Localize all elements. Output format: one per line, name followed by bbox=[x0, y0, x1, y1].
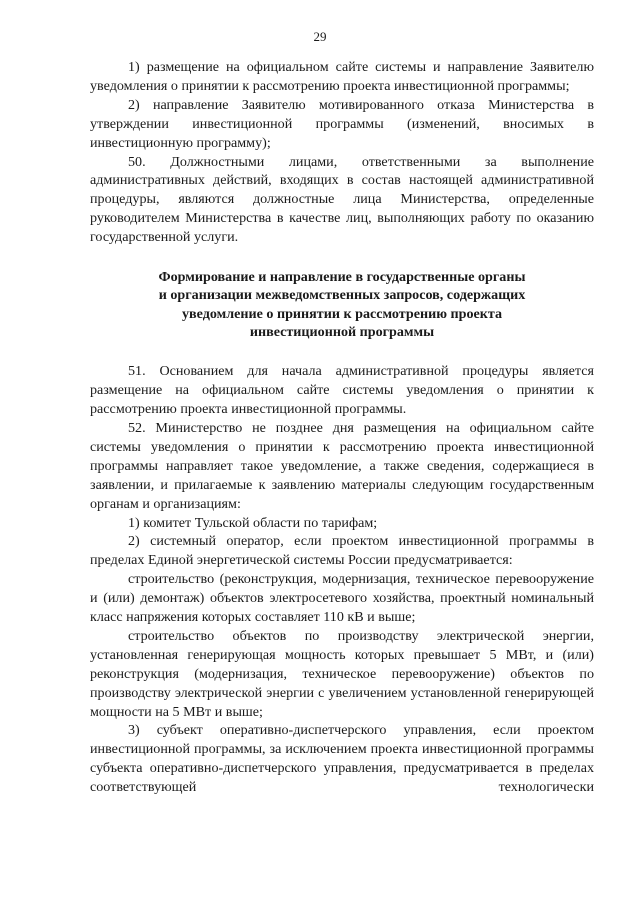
paragraph-generation-construction: строительство объектов по производству электрической энергии, установленная генерирующая мощность которых превышает 5 МВт, и (или) реконструкция (модернизация, техническое перевооружение) объектов по производству электрической энергии с увеличением установленной генерирующей мощности на 5 МВт и выше; bbox=[90, 627, 594, 720]
paragraph-50: 50. Должностными лицами, ответственными за выполнение административных действий, входящих в состав настоящей административной процедуры, являются должностные лица Министерства, определенные руководителем Министерства в качестве лиц, выполняющих работу по оказанию государственной услуги. bbox=[90, 153, 594, 246]
section-heading-line: Формирование и направление в государственные органы bbox=[158, 269, 526, 286]
list-item-dispatch-subject: 3) субъект оперативно-диспетчерского управления, если проектом инвестиционной программы, за исключением проекта инвестиционной программы субъекта оперативно-диспетчерского управления, предусматривается в пределах соответствующей технологически bbox=[90, 722, 594, 796]
paragraph-grid-construction: строительство (реконструкция, модернизация, техническое перевооружение и (или) демонтаж) объектов электросетевого хозяйства, проектный номинальный класс напряжения которых составляет 110 кВ и выше; bbox=[90, 571, 594, 626]
page-number: 29 bbox=[313, 29, 327, 44]
section-heading-line: уведомление о принятии к рассмотрению проекта bbox=[181, 305, 503, 322]
list-item-refusal: 2) направление Заявителю мотивированного отказа Министерства в утверждении инвестиционной программы (изменений, вносимых в инвестиционную программу); bbox=[90, 96, 594, 151]
document-body bbox=[90, 58, 594, 797]
paragraph-52: 52. Министерство не позднее дня размещения на официальном сайте системы уведомления о принятии к рассмотрению проекта инвестиционной программы направляет такое уведомление, а также сведения, содержащиеся в заявлении, и прилагаемые к заявлению материалы следующим государственным органам и организациям: bbox=[90, 419, 594, 512]
section-heading-line: и организации межведомственных запросов, содержащих bbox=[158, 287, 526, 304]
list-item-tariff-committee: 1) комитет Тульской области по тарифам; bbox=[128, 514, 378, 531]
section-heading-line: инвестиционной программы bbox=[249, 323, 435, 340]
list-item-system-operator: 2) системный оператор, если проектом инвестиционной программы в пределах Единой энергетической системы России предусматривается: bbox=[90, 533, 594, 569]
list-item-posting-notice: 1) размещение на официальном сайте системы и направление Заявителю уведомления о принятии к рассмотрению проекта инвестиционной программы; bbox=[90, 59, 594, 94]
paragraph-51: 51. Основанием для начала административной процедуры является размещение на официальном сайте системы уведомления о принятии к рассмотрению проекта инвестиционной программы. bbox=[90, 363, 594, 418]
section-heading bbox=[90, 268, 594, 341]
